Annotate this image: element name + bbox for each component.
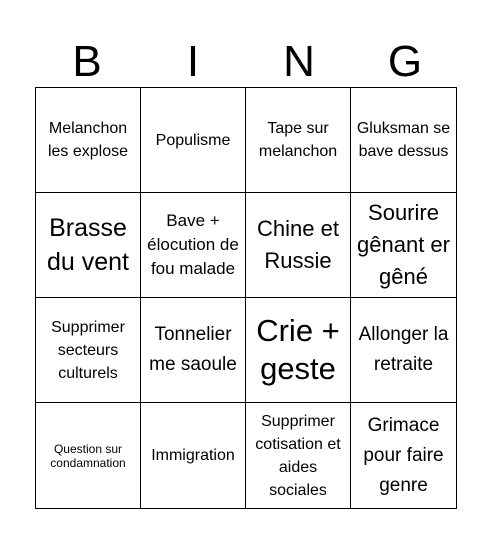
bingo-cell[interactable]: Supprimer secteurs culturels xyxy=(36,298,141,403)
bingo-cell[interactable]: Supprimer cotisation et aides sociales xyxy=(246,403,351,508)
bingo-cell[interactable]: Grimace pour faire genre xyxy=(363,414,444,496)
header-letter-b: B xyxy=(72,37,102,86)
header-letter-i: I xyxy=(186,37,200,86)
bingo-grid xyxy=(35,87,457,509)
bingo-cell[interactable]: Question sur condamnation xyxy=(36,403,141,508)
bingo-cell[interactable]: Chine et Russie xyxy=(246,193,351,298)
bingo-cell[interactable]: Melanchon les explose xyxy=(36,88,141,193)
bingo-cell[interactable]: Gluksman se bave dessus xyxy=(351,88,456,193)
bingo-cell[interactable]: Tape sur melanchon xyxy=(246,88,351,193)
bingo-cell[interactable]: Tonnelier me saoule xyxy=(141,298,246,403)
bingo-header xyxy=(35,36,457,88)
bingo-cell[interactable]: Crie + geste xyxy=(246,298,351,403)
bingo-cell[interactable]: Immigration xyxy=(141,403,246,508)
bingo-cell[interactable]: Bave + élocution de fou malade xyxy=(141,193,246,298)
bingo-cell[interactable]: Allonger la retraite xyxy=(351,298,456,403)
header-letter-n: N xyxy=(283,37,315,86)
bingo-cell[interactable]: Sourire gênant er gêné xyxy=(351,193,456,298)
bingo-cell[interactable]: Brasse du vent xyxy=(36,193,141,298)
header-letter-g: G xyxy=(387,37,423,86)
bingo-cell[interactable]: Populisme xyxy=(141,88,246,193)
